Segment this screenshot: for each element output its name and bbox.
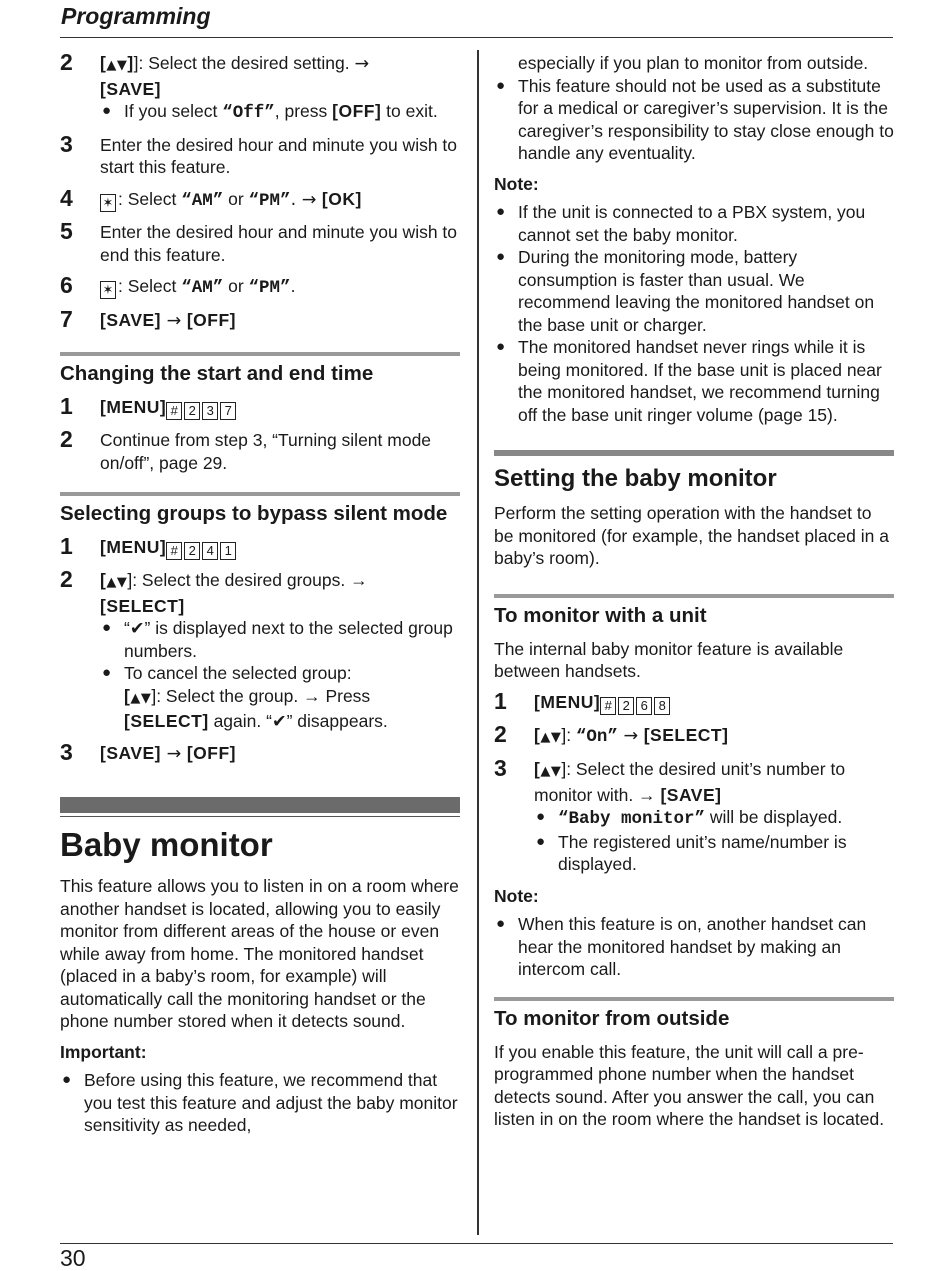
bullet-item: ● If you select “Off”, press [OFF] to exit. (102, 101, 438, 123)
bullet-item: ● “Baby monitor” will be displayed. (536, 807, 843, 829)
section-heading-change-time: Changing the start and end time (60, 362, 374, 385)
step-text: Continue from step 3, “Turning silent mode on/off”, page 29. (100, 430, 432, 473)
bullet-dot-icon: ● (496, 248, 506, 265)
page-header (60, 0, 893, 38)
step-5-end-time (60, 218, 460, 266)
step-number: 2 (494, 720, 507, 747)
intro-paragraph: This feature allows you to listen in on a room where another handset is located, allowing you to easily monitor from different areas of the house or even while away from home. The monitored handset (placed in a baby’s room, for example) will automatically call the monitoring handset or the phone number stored when it detects sound. (60, 876, 459, 1031)
bullet-continuation: especially if you plan to monitor from outside. (518, 53, 869, 73)
star-key-icon: ✶ (100, 194, 116, 212)
key-2-icon: 2 (618, 697, 634, 715)
outside-paragraph: If you enable this feature, the unit will call a pre-programmed phone number when the handset detects sound. After you answer the call, you can listen in on the room where the handset is located. (494, 1041, 885, 1129)
step-6-ampm: 6 ✶ : Select “AM” or “PM”. (60, 272, 296, 298)
key-7-icon: 7 (220, 402, 236, 420)
chapter-rule (60, 797, 460, 813)
key-6-icon: 6 (636, 697, 652, 715)
section-rule (60, 352, 460, 356)
section-heading-bypass-groups: Selecting groups to bypass silent mode (60, 502, 448, 525)
star-key-icon: ✶ (100, 281, 116, 299)
step-3-start-time (60, 130, 460, 179)
step-number: 2 (60, 426, 73, 452)
step-2-setting: 2 [▲▼]]: Select the desired setting. → [SAVE] ● If you select “Off”, press [OFF] to exit. (60, 52, 460, 125)
checkmark-icon: ✔ (271, 711, 287, 731)
step-3-unit-number: 3 [▲▼]: Select the desired unit’s number to monitor with. → [SAVE] ● “Baby monitor” will be displayed. ● The registered unit’s name/number is displayed. (494, 758, 894, 876)
note-label: Note: (494, 173, 539, 194)
chapter-rule-thin (60, 816, 460, 817)
up-down-icon: ▲▼ (540, 729, 562, 745)
step-number: 3 (60, 738, 73, 765)
bullet-dot-icon: ● (496, 338, 506, 355)
bullet-dot-icon: ● (496, 76, 506, 94)
page-number: 30 (60, 1245, 86, 1271)
section-heading-unit: To monitor with a unit (494, 603, 707, 627)
step-1-menu: 1 [MENU] # 2 3 7 (60, 396, 460, 420)
column-divider (477, 50, 479, 1235)
up-down-icon: ▲▼ (130, 690, 152, 706)
chapter-heading: Baby monitor (60, 826, 273, 863)
bullet-dot-icon: ● (536, 808, 546, 825)
hash-key-icon: # (166, 402, 182, 420)
step-number: 3 (60, 130, 73, 157)
nav-key: [▲▼] (100, 53, 134, 73)
bullet-dot-icon: ● (536, 832, 546, 850)
step-number: 7 (60, 305, 73, 332)
important-label: Important: (60, 1041, 147, 1062)
left-column (60, 49, 460, 1137)
setting-paragraph: Perform the setting operation with the handset to be monitored (for example, the handset placed in a baby’s room). (494, 503, 889, 568)
up-down-icon: ▲▼ (540, 764, 562, 779)
bullet-dot-icon: ● (102, 619, 112, 636)
bullet-dot-icon: ● (102, 664, 112, 681)
note-label: Note: (494, 885, 539, 906)
bullet-item: ● During the monitoring mode, battery consumption is faster than usual. We recommend leaving the monitored handset on the base unit or charger. (496, 247, 875, 335)
bullet-item: ● Before using this feature, we recommend that you test this feature and adjust the baby monitor sensitivity as needed, (62, 1070, 458, 1135)
section-rule (494, 450, 894, 456)
section-heading-setting: Setting the baby monitor (494, 465, 777, 492)
unit-paragraph: The internal baby monitor feature is available between handsets. (494, 638, 844, 681)
up-down-icon: ▲▼ (106, 58, 128, 73)
bullet-item: ● “✔” is displayed next to the selected group numbers. (102, 618, 453, 661)
right-column (494, 52, 894, 1139)
step-2-on: 2 [▲▼]: “On” → [SELECT] (494, 720, 729, 747)
step-1-menu: 1 [MENU] # 2 6 8 (494, 691, 894, 715)
bullet-item: ● The registered unit’s name/number is displayed. (536, 831, 847, 874)
bullet-dot-icon: ● (496, 203, 506, 220)
section-rule (494, 594, 894, 598)
hash-key-icon: # (166, 542, 182, 560)
bullet-item: ● To cancel the selected group: [▲▼]: Select the group. → Press [SELECT] again. “✔” disappears. (102, 663, 388, 731)
step-1-menu: 1 [MENU] # 2 4 1 (60, 536, 460, 560)
step-number: 5 (60, 218, 73, 244)
step-number: 4 (60, 184, 73, 211)
key-2-icon: 2 (184, 542, 200, 560)
step-number: 2 (60, 566, 73, 592)
checkmark-icon: ✔ (129, 618, 145, 638)
step-number: 6 (60, 272, 73, 298)
bullet-item: ● When this feature is on, another handset can hear the monitored handset by making an intercom call. (496, 914, 867, 979)
bullet-item: ● The monitored handset never rings while it is being monitored. If the base unit is placed near the monitored handset, we recommend turning off the base unit ringer volume (page 15). (496, 337, 882, 425)
save-key: [SAVE] (100, 78, 162, 99)
hash-key-icon: # (600, 697, 616, 715)
step-number: 1 (60, 533, 73, 559)
key-8-icon: 8 (654, 697, 670, 715)
section-rule (60, 492, 460, 496)
header-title: Programming (61, 3, 211, 29)
step-number: 3 (494, 755, 507, 781)
bullet-dot-icon: ● (102, 102, 112, 119)
section-heading-outside: To monitor from outside (494, 1006, 730, 1030)
section-rule (494, 997, 894, 1001)
step-3-save: 3 [SAVE] → [OFF] (60, 738, 236, 765)
footer-rule (60, 1243, 893, 1244)
step-2-select-groups: 2 [▲▼]: Select the desired groups. → [SELECT] ● “✔” is displayed next to the selected group numbers. ● To cancel the selected group: [▲▼]: Select the group. → Press [SELECT] again. “✔” disappears. (60, 569, 460, 733)
step-7-save: 7 [SAVE] → [OFF] (60, 305, 236, 332)
key-3-icon: 3 (202, 402, 218, 420)
step-number: 1 (60, 393, 73, 419)
step-2-continue (60, 426, 460, 474)
arrow-right-icon: → (354, 54, 370, 74)
step-number: 2 (60, 49, 73, 75)
step-text: Enter the desired hour and minute you wish to start this feature. (100, 134, 458, 177)
bullet-dot-icon: ● (496, 915, 506, 932)
step-4-ampm: 4 ✶ : Select “AM” or “PM”. → [OK] (60, 184, 362, 211)
bullet-item: ● This feature should not be used as a substitute for a medical or caregiver’s supervision. It is the caregiver’s responsibility to stay close enough to handle any eventuality. (496, 75, 894, 163)
step-number: 1 (494, 687, 507, 714)
bullet-item: ● If the unit is connected to a PBX system, you cannot set the baby monitor. (496, 202, 866, 245)
key-4-icon: 4 (202, 542, 218, 560)
up-down-icon: ▲▼ (106, 575, 128, 590)
key-1-icon: 1 (220, 542, 236, 560)
key-2-icon: 2 (184, 402, 200, 420)
bullet-dot-icon: ● (62, 1071, 72, 1088)
step-text: Enter the desired hour and minute you wish to end this feature. (100, 222, 458, 265)
